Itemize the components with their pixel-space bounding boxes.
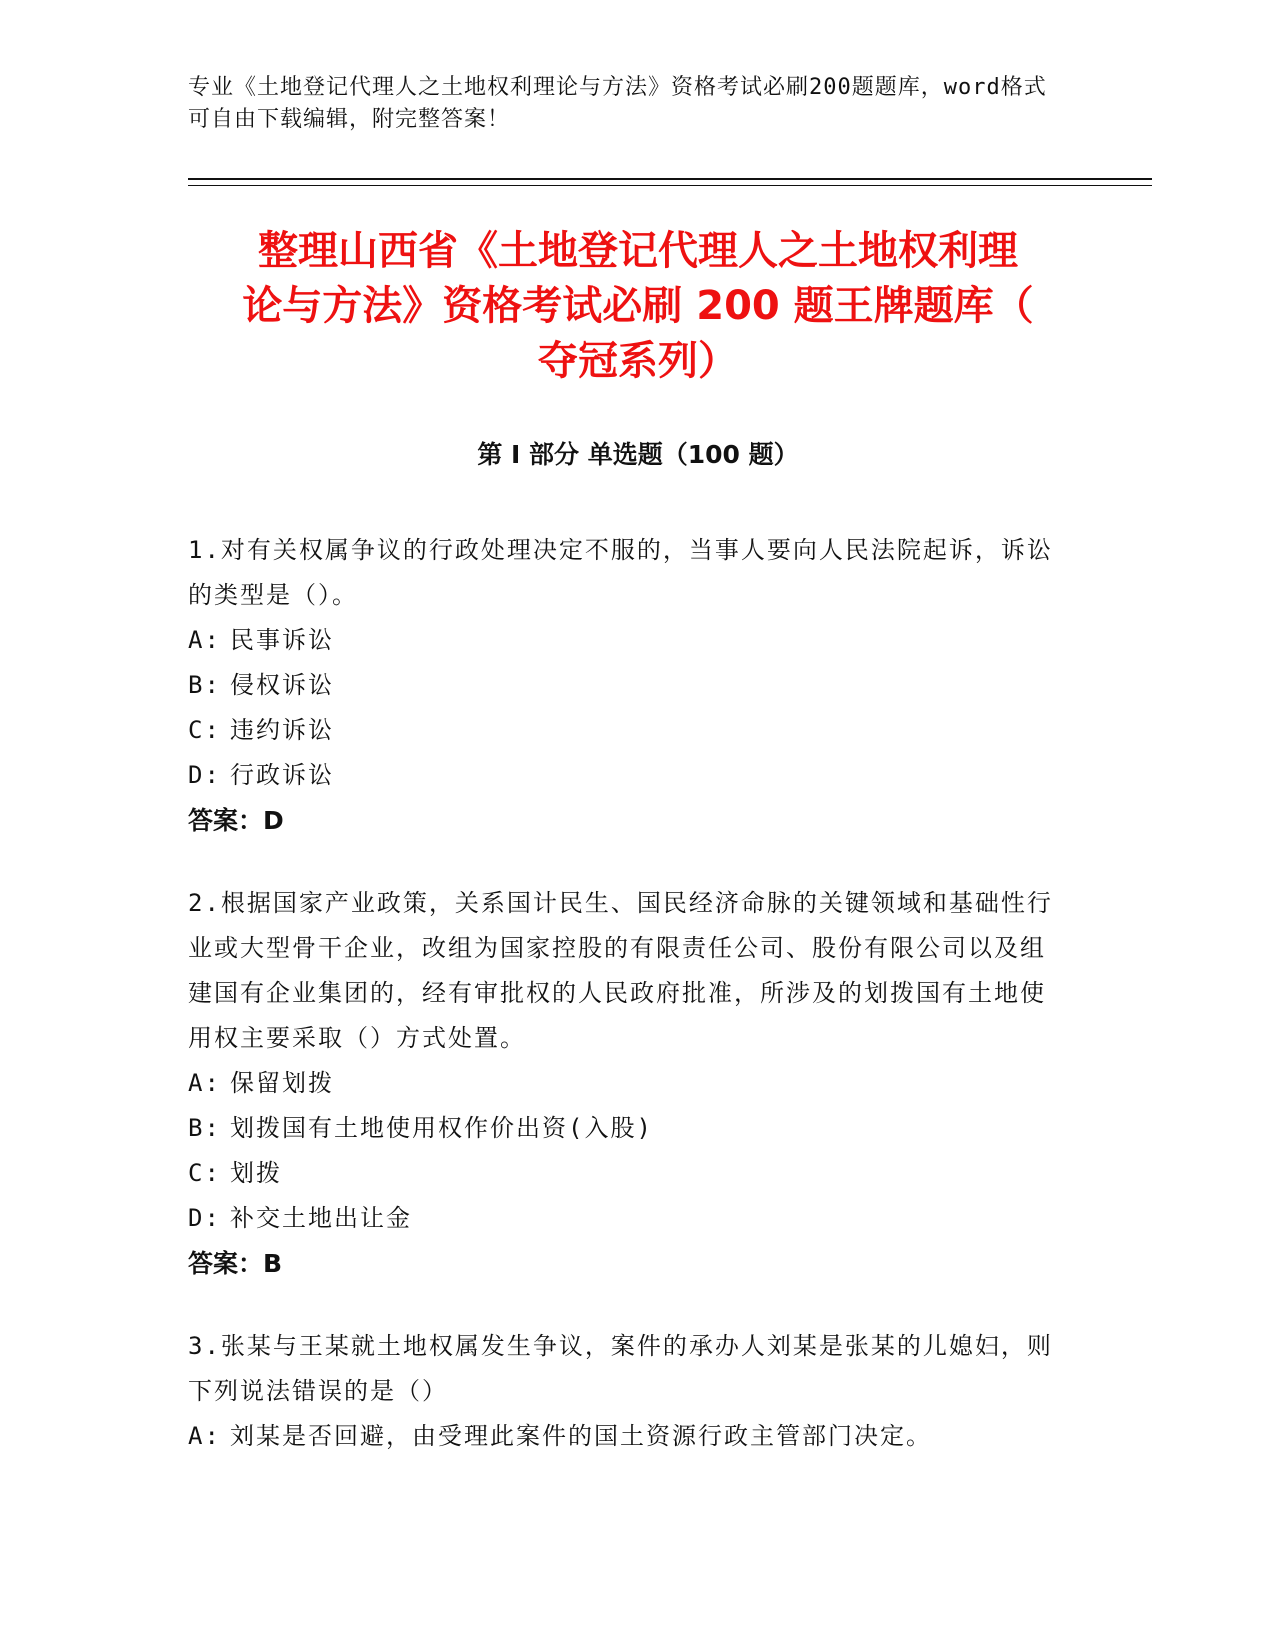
question-stem: 1.对有关权属争议的行政处理决定不服的，当事人要向人民法院起诉，诉讼的类型是（）。 (188, 536, 1053, 609)
title-line-1: 整理山西省《土地登记代理人之土地权利理 (258, 228, 1018, 274)
option-text: 侵权诉讼 (230, 671, 334, 699)
option-d (188, 1196, 1068, 1241)
option-c (188, 1151, 1068, 1196)
question-stem: 2.根据国家产业政策，关系国计民生、国民经济命脉的关键领域和基础性行业或大型骨干企业，改组为国家控股的有限责任公司、股份有限公司以及组建国有企业集团的，经有审批权的人民政府批准，所涉及的划拨国有土地使用权主要采取（）方式处置。 (188, 889, 1053, 1052)
option-list (188, 1061, 1068, 1241)
question-list (188, 528, 1068, 1497)
option-b (188, 1106, 1068, 1151)
option-a (188, 1414, 1068, 1459)
answer-line: 答案：B (188, 1249, 283, 1278)
option-letter: C: (188, 716, 221, 744)
option-letter: B: (188, 1114, 221, 1142)
question-2 (188, 881, 1068, 1286)
question-1 (188, 528, 1068, 843)
option-text: 划拨国有土地使用权作价出资(入股) (230, 1114, 653, 1142)
question-3 (188, 1324, 1068, 1459)
option-c (188, 708, 1068, 753)
option-text: 违约诉讼 (230, 716, 334, 744)
option-list (188, 618, 1068, 798)
option-text: 民事诉讼 (230, 626, 334, 654)
option-letter: A: (188, 1069, 221, 1097)
option-text: 刘某是否回避，由受理此案件的国土资源行政主管部门决定。 (230, 1422, 932, 1450)
title-line-3: 夺冠系列） (538, 338, 738, 384)
option-letter: D: (188, 1204, 221, 1232)
option-d (188, 753, 1068, 798)
answer-line: 答案：D (188, 806, 284, 835)
document-title (188, 224, 1088, 389)
option-text: 保留划拨 (230, 1069, 334, 1097)
option-b (188, 663, 1068, 708)
option-text: 行政诉讼 (230, 761, 334, 789)
header-note: 专业《土地登记代理人之土地权利理论与方法》资格考试必刷200题题库，word格式可自由下载编辑，附完整答案！ (188, 75, 1047, 132)
option-text: 补交土地出让金 (230, 1204, 412, 1232)
option-letter: A: (188, 626, 221, 654)
option-a (188, 1061, 1068, 1106)
option-letter: C: (188, 1159, 221, 1187)
option-a (188, 618, 1068, 663)
title-line-2: 论与方法》资格考试必刷 200 题王牌题库（ (242, 283, 1034, 329)
option-letter: A: (188, 1422, 221, 1450)
option-text: 划拨 (230, 1159, 282, 1187)
option-list (188, 1414, 1068, 1459)
section-heading: 第 I 部分 单选题（100 题） (477, 440, 799, 469)
question-stem: 3.张某与王某就土地权属发生争议，案件的承办人刘某是张某的儿媳妇，则下列说法错误的是（） (188, 1332, 1053, 1405)
header-divider-thin (188, 185, 1152, 186)
option-letter: D: (188, 761, 221, 789)
header-divider-thick (188, 178, 1152, 180)
option-letter: B: (188, 671, 221, 699)
